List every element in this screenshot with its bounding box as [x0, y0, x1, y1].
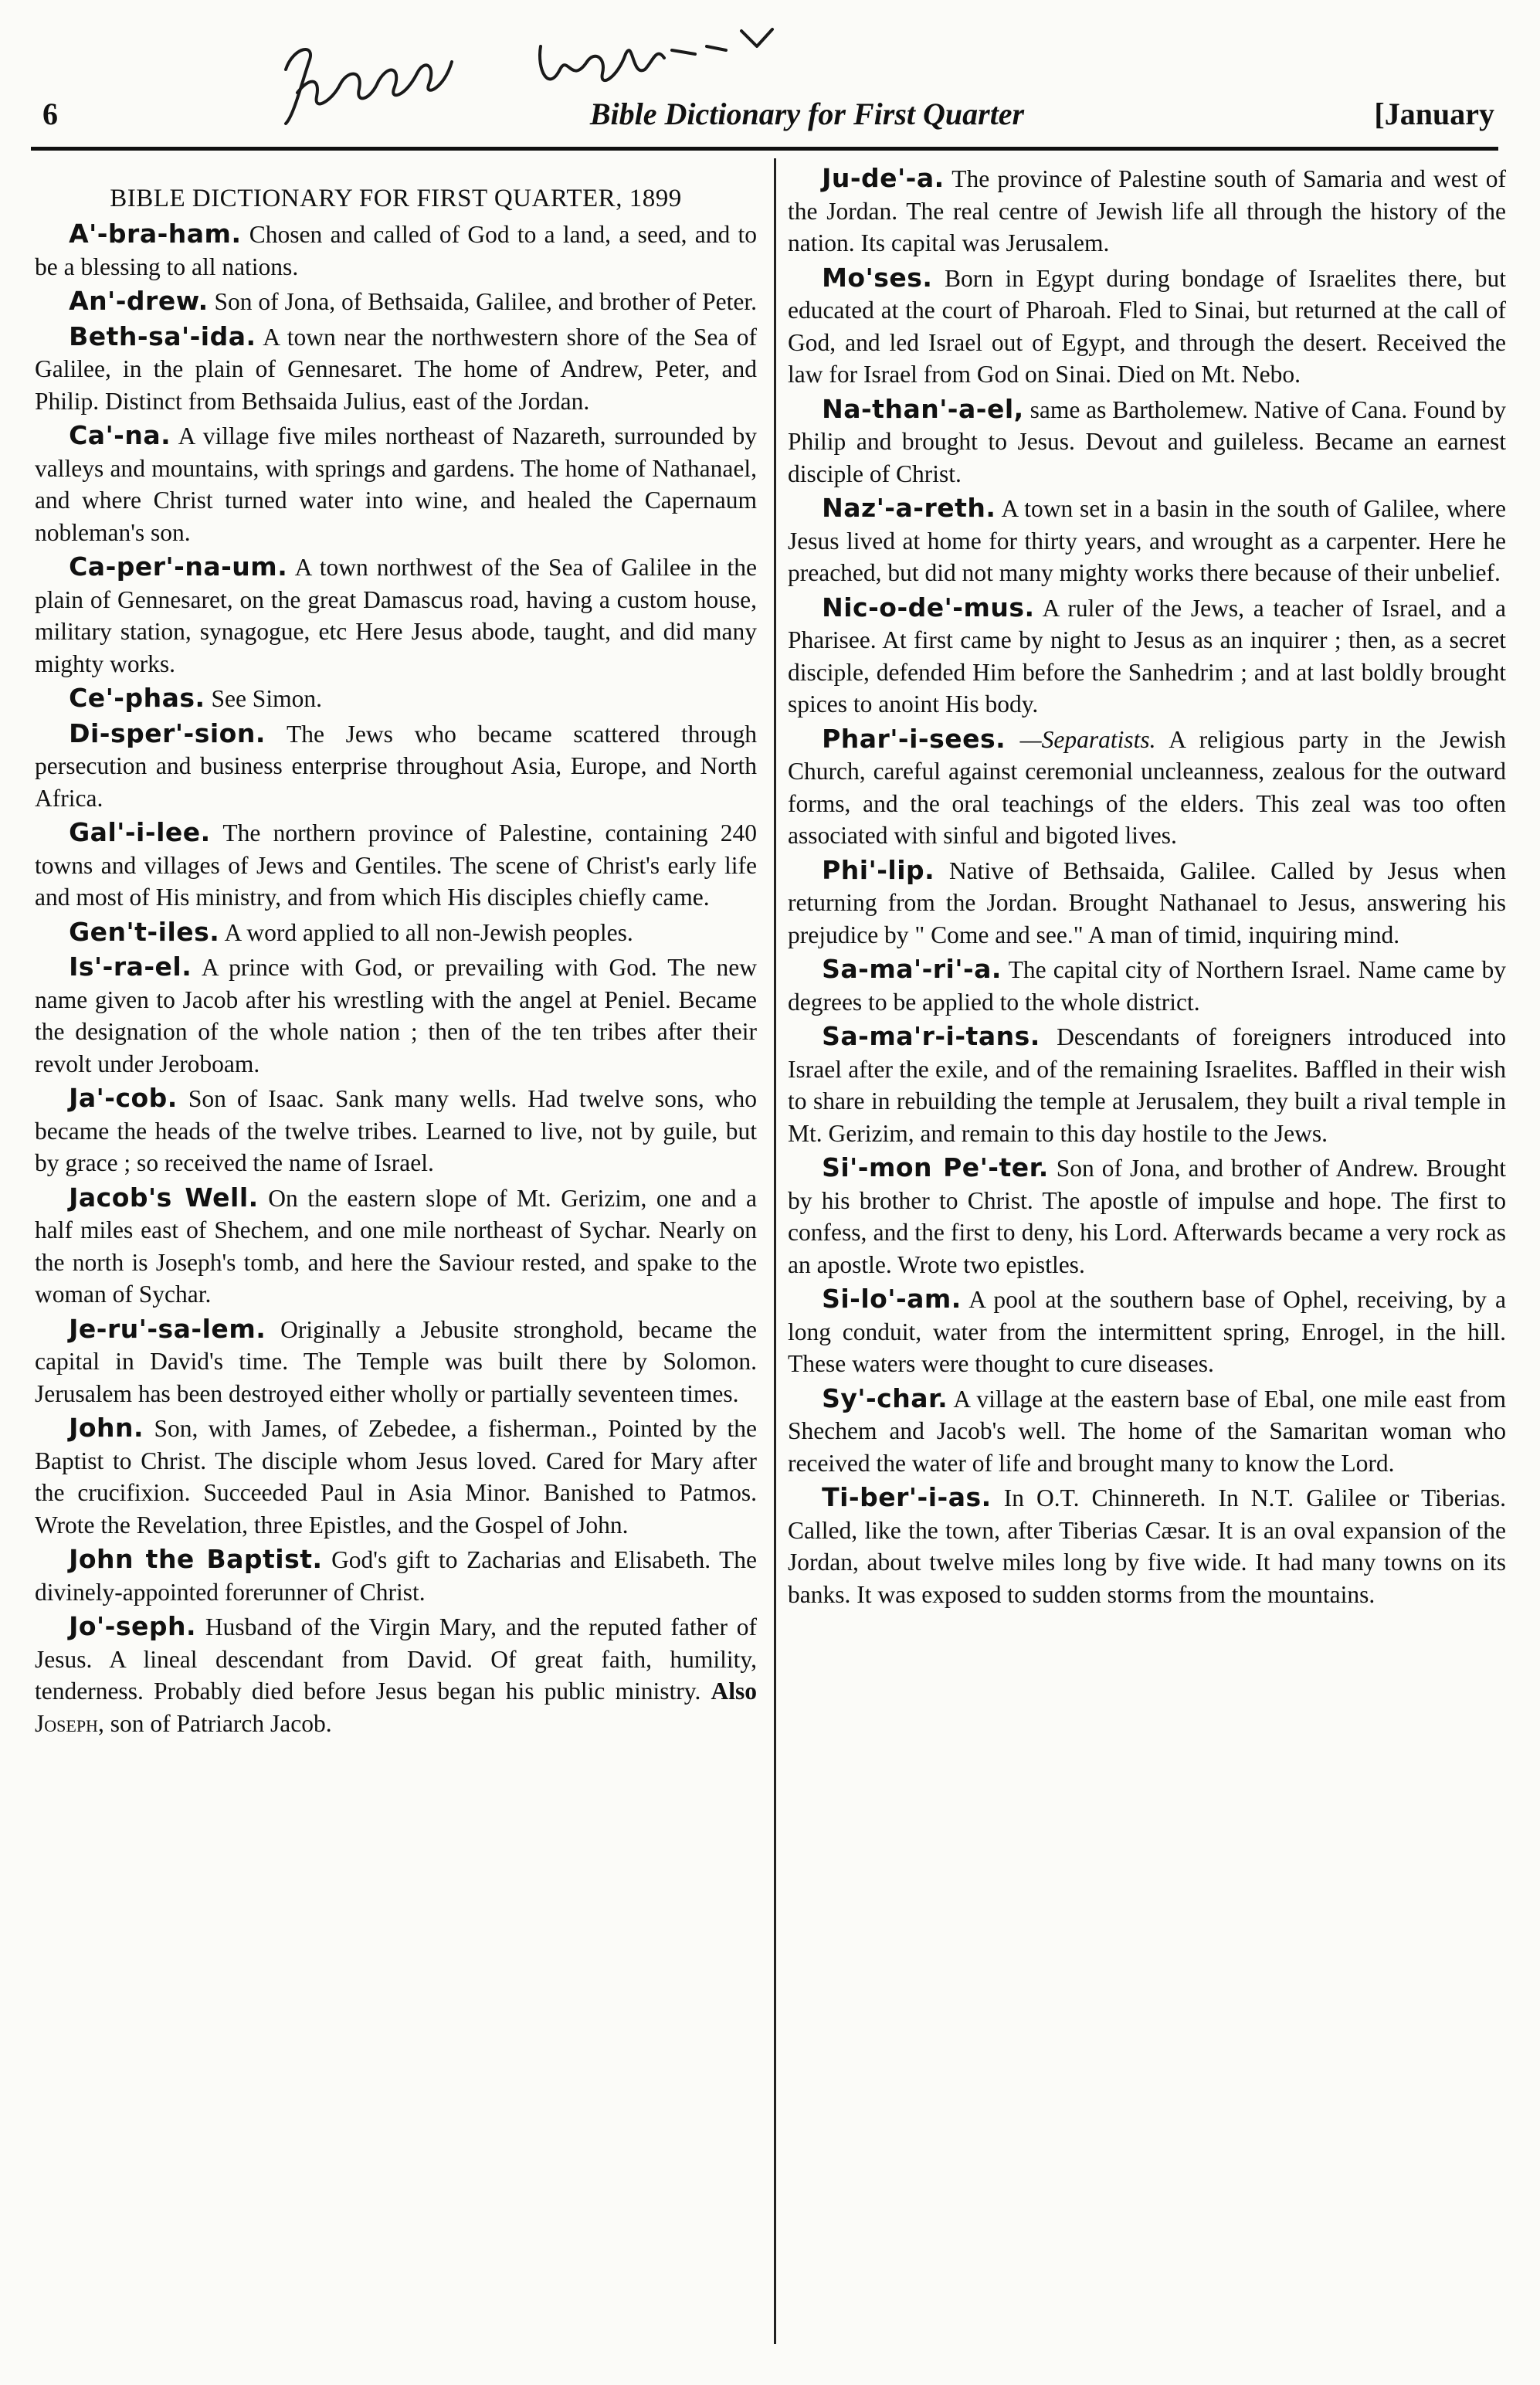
dictionary-entry — [35, 951, 757, 1080]
entry-headword: Si'-mon Pe'-ter. — [822, 1152, 1049, 1182]
entry-definition: A village five miles northeast of Nazareth, surrounded by valleys and mountains, with springs and gardens. The home of Nathanael, and where Christ turned water into wine, and healed the Capernaum nobleman's son. — [35, 422, 757, 546]
entry-definition: In O.T. Chinnereth. In N.T. Galilee or Tiberias. Called, like the town, after Tiberias Cæsar. It is an oval expansion of the Jordan, about twelve miles long by five wide. It had many towns on its banks. It was exposed to sudden storms from the mountains. — [788, 1484, 1506, 1608]
dictionary-entry — [35, 682, 757, 715]
dictionary-entry — [35, 718, 757, 815]
entry-definition: The Jews who became scattered through persecution and business enterprise throughout Asia, Europe, and North Africa. — [35, 720, 757, 812]
entry-extra-lead: Also — [711, 1678, 758, 1705]
entry-definition: Descendants of foreigners introduced into Israel after the exile, and of the remaining Israelites. Baffled in their wish to share in rebuilding the temple at Jerusalem, they built a rival temple in Mt. Gerizim, and remain to this day hostile to the Jews. — [788, 1023, 1506, 1147]
page-number: 6 — [42, 97, 58, 131]
entry-definition: Chosen and called of God to a land, a seed, and to be a blessing to all nations. — [35, 221, 757, 280]
dictionary-entry — [788, 723, 1506, 852]
dictionary-entry — [35, 218, 757, 283]
entry-headword: Phi'-lip. — [822, 854, 935, 885]
entry-definition: Son of Isaac. Sank many wells. Had twelve sons, who became the heads of the twelve tribes. Learned to live, not by guile, but by grace ; so received the name of Israel. — [35, 1085, 758, 1176]
entry-definition: A town near the northwestern shore of the Sea of Galilee, in the plain of Gennesaret. The home of Andrew, Peter, and Philip. Distinct from Bethsaida Julius, east of the Jordan. — [35, 323, 757, 415]
dictionary-entry — [788, 492, 1506, 589]
dictionary-entry — [788, 162, 1506, 260]
right-column — [788, 162, 1506, 1613]
dictionary-title: BIBLE DICTIONARY FOR FIRST QUARTER, 1899 — [110, 185, 682, 212]
dictionary-entry — [788, 1481, 1506, 1610]
entry-definition: Son of Jona, of Bethsaida, Galilee, and brother of Peter. — [214, 288, 757, 315]
header-rule — [31, 147, 1498, 151]
dictionary-entry — [788, 854, 1506, 952]
entry-headword: Ca'-na. — [69, 420, 171, 450]
entry-definition: Native of Bethsaida, Galilee. Called by Jesus when returning from the Jordan. Brought Nathanael to Jesus, answering his prejudice by " Come and see." A man of timid, inquiring mind. — [788, 857, 1506, 948]
dictionary-entry — [35, 1082, 757, 1179]
entry-definition: A word applied to all non-Jewish peoples. — [224, 918, 633, 946]
dictionary-entry — [35, 916, 757, 949]
entry-definition: A religious party in the Jewish Church, careful against ceremonial uncleanness, zealous for the outward forms, and the oral teachings of the elders. This zeal was too often associated with sinful and bigoted lives. — [788, 725, 1507, 849]
dictionary-entry — [788, 1382, 1506, 1480]
dictionary-entry — [788, 592, 1506, 721]
entry-headword: Phar'-i-sees. — [822, 723, 1006, 754]
entry-headword: Ti-ber'-i-as. — [822, 1482, 992, 1512]
entry-definition: On the eastern slope of Mt. Gerizim, one and a half miles east of Shechem, and one mile northeast of Sychar. Nearly on the north is Joseph's tomb, and here the Saviour rested, and spake to the woman of Sychar. — [35, 1184, 757, 1308]
right-entries — [788, 162, 1506, 1610]
entry-gloss: —Separatists. — [1019, 725, 1156, 753]
entry-definition: Born in Egypt during bondage of Israelites there, but educated at the court of Pharoah. Fled to Sinai, but returned at the call of God, and led Israel out of Egypt, and through the desert. Received the law for Israel from God on Sinai. Died on Mt. Nebo. — [788, 264, 1507, 388]
entry-headword: Si-lo'-am. — [822, 1284, 962, 1314]
entry-definition: See Simon. — [211, 685, 322, 712]
dictionary-entry — [35, 1610, 757, 1739]
entry-definition: A prince with God, or prevailing with God. The new name given to Jacob after his wrestling with the angel at Peniel. Became the designation of the whole nation ; then of the ten tribes after their revolt under Jeroboam. — [35, 954, 757, 1077]
entry-headword: Gen't-iles. — [69, 916, 220, 947]
page-header — [42, 91, 1494, 145]
entry-definition: Son of Jona, and brother of Andrew. Brought by his brother to Christ. The apostle of impulse and hope. The first to confess, and the first to deny, his Lord. Afterwards became a very rock as an apostle. Wrote two epistles. — [788, 1155, 1506, 1278]
entry-definition: Son, with James, of Zebedee, a fisherman., Pointed by the Baptist to Christ. The disciple whom Jesus loved. Cared for Mary after the crucifixion. Succeeded Paul in Asia Minor. Banished to Patmos. Wrote the Revelation, three Epistles, and the Gospel of John. — [35, 1415, 757, 1539]
dictionary-entry — [788, 1283, 1506, 1380]
entry-headword: An'-drew. — [69, 286, 209, 316]
entry-headword: Mo'ses. — [822, 262, 933, 293]
entry-definition: A pool at the southern base of Ophel, receiving, by a long conduit, water from the intermittent spring, Enrogel, in the hill. These waters were thought to cure diseases. — [788, 1286, 1506, 1377]
column-divider — [774, 158, 776, 2344]
dictionary-entry — [35, 1182, 757, 1311]
entry-definition: A town northwest of the Sea of Galilee in the plain of Gennesaret, on the great Damascus road, having a custom house, military station, synagogue, etc Here Jesus abode, taught, and did many mighty works. — [35, 554, 757, 677]
entry-headword: Ce'-phas. — [69, 683, 205, 713]
left-column — [35, 162, 757, 1742]
dictionary-entry — [788, 1152, 1506, 1281]
entry-headword: Nic-o-de'-mus. — [822, 592, 1035, 623]
entry-headword: Je-ru'-sa-lem. — [69, 1313, 266, 1344]
entry-headword: John. — [69, 1413, 144, 1443]
entry-headword: Sa-ma'-ri'-a. — [822, 954, 1002, 984]
entry-definition: The northern province of Palestine, containing 240 towns and villages of Jews and Gentiles. The scene of Christ's early life and most of His ministry, and from which His disciples chiefly came. — [35, 819, 758, 911]
entry-headword: Ja'-cob. — [69, 1083, 178, 1113]
dictionary-entry — [35, 419, 757, 548]
entry-definition: The province of Palestine south of Samaria and west of the Jordan. The real centre of Jewish life all through the history of the nation. Its capital was Jerusalem. — [788, 165, 1506, 256]
dictionary-entry — [788, 1020, 1506, 1149]
dictionary-entry — [788, 262, 1506, 391]
entry-extra-name: Joseph, — [35, 1709, 104, 1737]
entry-headword: Ju-de'-a. — [822, 163, 945, 193]
running-title: Bible Dictionary for First Quarter — [589, 97, 1025, 131]
dictionary-entry — [35, 816, 757, 914]
entry-headword: Jacob's Well. — [69, 1182, 259, 1213]
entry-headword: Gal'-i-lee. — [69, 817, 211, 847]
entry-definition: A ruler of the Jews, a teacher of Israel, and a Pharisee. At first came by night to Jesus as an inquirer ; then, as a secret disciple, defended Him before the Sanhedrim ; and at last boldly brought spices to anoint His body. — [788, 594, 1507, 718]
dictionary-entry — [35, 1543, 757, 1608]
entry-headword: Jo'-seph. — [69, 1611, 197, 1641]
entry-headword: Sy'-char. — [822, 1382, 948, 1413]
entry-definition: God's gift to Zacharias and Elisabeth. The divinely-appointed forerunner of Christ. — [35, 1546, 757, 1606]
dictionary-entry — [788, 953, 1506, 1018]
entry-headword: A'-bra-ham. — [69, 219, 242, 249]
entry-headword: Is'-ra-el. — [69, 952, 192, 982]
entry-headword: Beth-sa'-ida. — [69, 321, 256, 351]
dictionary-entry — [35, 1412, 757, 1541]
dictionary-entry — [35, 1313, 757, 1410]
left-entries — [35, 218, 757, 1739]
entry-headword: Di-sper'-sion. — [69, 718, 266, 748]
dictionary-entry — [35, 551, 757, 680]
entry-headword: Sa-ma'r-i-tans. — [822, 1021, 1040, 1051]
entry-definition: A town set in a basin in the south of Galilee, where Jesus lived at home for thirty years, and wrought as a carpenter. Here he preached, but did not many mighty works there because of their unbelief. — [788, 495, 1507, 586]
entry-extra-text: son of Patriarch Jacob. — [110, 1709, 332, 1737]
entry-definition: Originally a Jebusite stronghold, became the capital in David's time. The Temple was built there by Solomon. Jerusalem has been destroyed either wholly or partially seventeen times. — [35, 1315, 757, 1407]
entry-definition: A village at the eastern base of Ebal, one mile east from Shechem and Jacob's well. The home of the Samaritan woman who received the water of life and brought many to know the Lord. — [788, 1385, 1506, 1477]
dictionary-entry — [35, 285, 757, 318]
entry-headword: Naz'-a-reth. — [822, 493, 996, 523]
entry-definition: Husband of the Virgin Mary, and the reputed father of Jesus. A lineal descendant from David. Of great faith, humility, tenderness. Probably died before Jesus began his public ministry. — [35, 1613, 757, 1705]
entry-definition: The capital city of Northern Israel. Name came by degrees to be applied to the whole district. — [788, 956, 1507, 1016]
entry-headword: Na-than'-a-el, — [822, 393, 1024, 424]
entry-headword: John the Baptist. — [69, 1544, 323, 1574]
entry-headword: Ca-per'-na-um. — [69, 551, 288, 582]
running-month: [January — [1374, 97, 1494, 131]
entry-definition: same as Bartholemew. Native of Cana. Found by Philip and brought to Jesus. Devout and guileless. Became an earnest disciple of Christ. — [788, 395, 1507, 487]
dictionary-entry — [35, 321, 757, 418]
dictionary-entry — [788, 393, 1506, 490]
